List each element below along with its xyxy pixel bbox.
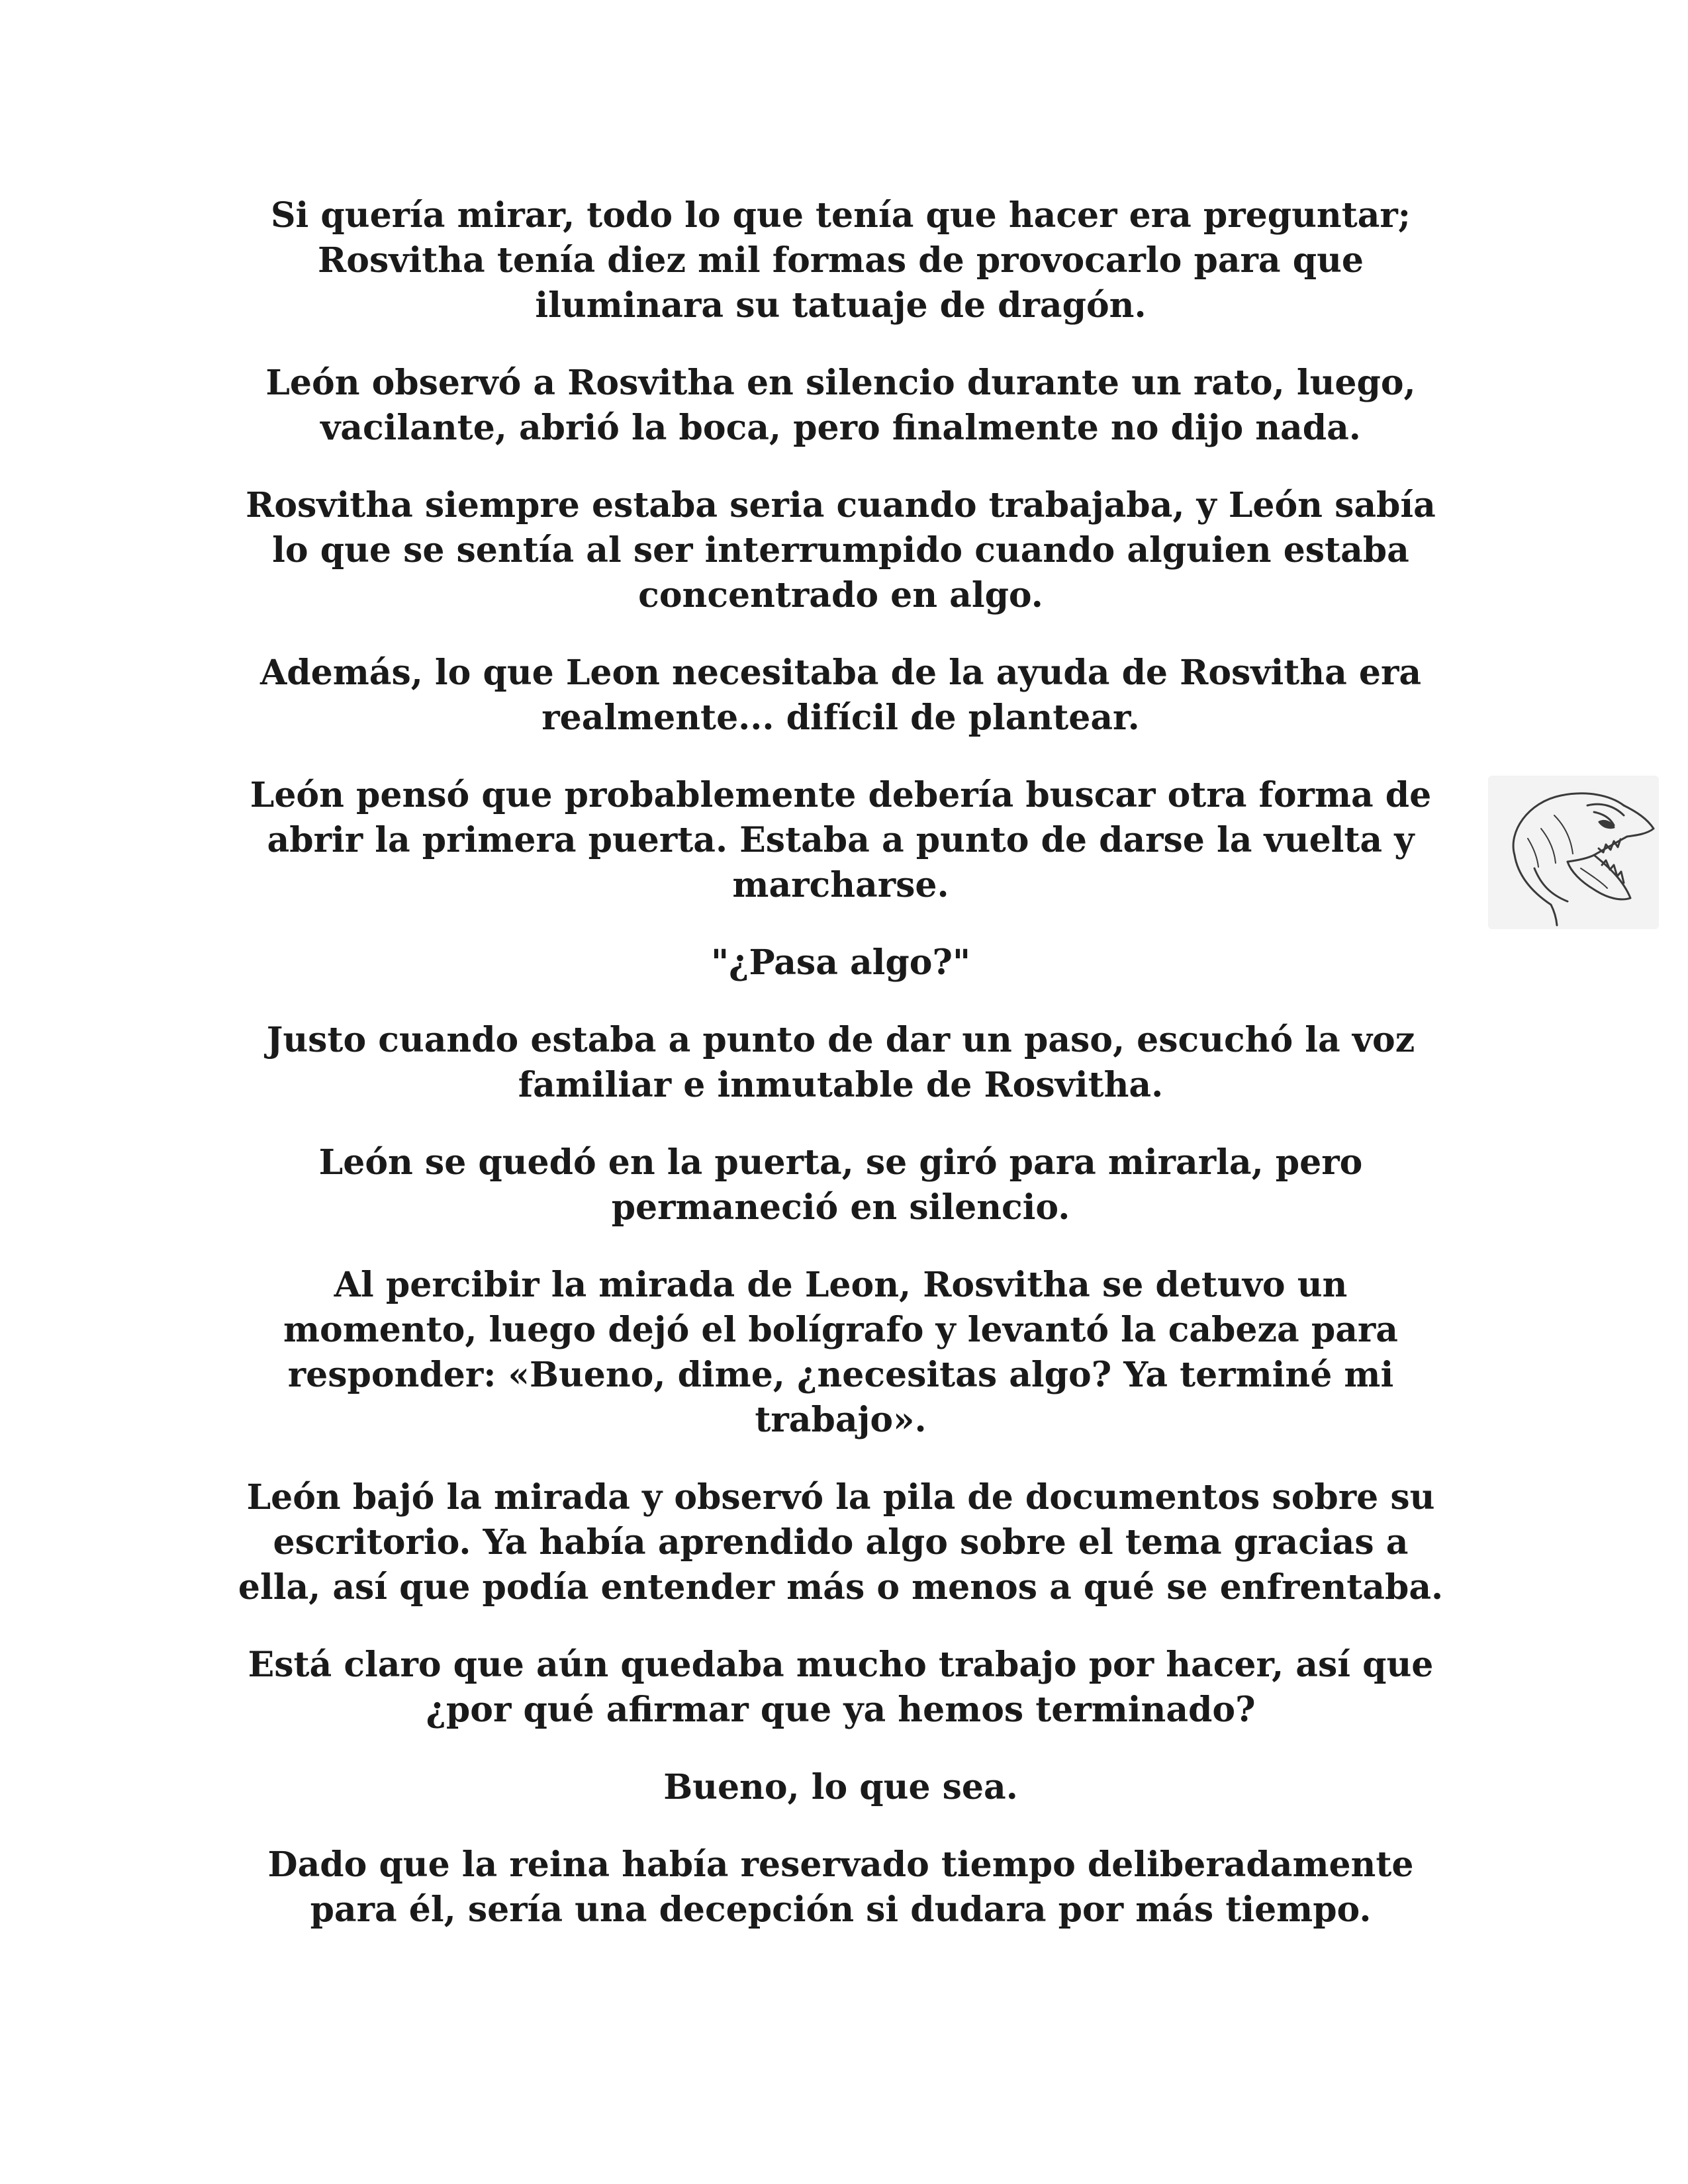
- paragraph: León pensó que probablemente debería buscar otra forma de abrir la primera puerta. Estaba a punto de darse la vuelta y marcharse.: [250, 775, 1432, 905]
- paragraph: León bajó la mirada y observó la pila de documentos sobre su escritorio. Ya había aprendido algo sobre el tema gracias a ella, así que podía entender más o menos a qué se enfrentaba.: [238, 1477, 1444, 1608]
- paragraph: León observó a Rosvitha en silencio durante un rato, luego, vacilante, abrió la boca, pero finalmente no dijo nada.: [265, 363, 1416, 448]
- paragraph: Rosvitha siempre estaba seria cuando trabajaba, y León sabía lo que se sentía al ser interrumpido cuando alguien estaba concentrado en algo.: [246, 485, 1436, 615]
- paragraph: Si quería mirar, todo lo que tenía que hacer era preguntar; Rosvitha tenía diez mil formas de provocarlo para que iluminara su tatuaje de dragón.: [271, 195, 1411, 326]
- paragraph: Justo cuando estaba a punto de dar un paso, escuchó la voz familiar e inmutable de Rosvitha.: [266, 1020, 1415, 1105]
- paragraph: Bueno, lo que sea.: [663, 1767, 1018, 1807]
- text-column: [235, 193, 1446, 1965]
- paragraph: Está claro que aún quedaba mucho trabajo por hacer, así que ¿por qué afirmar que ya hemos terminado?: [248, 1645, 1434, 1730]
- paragraph: "¿Pasa algo?": [710, 942, 971, 983]
- dragon-head-icon: [1488, 776, 1659, 929]
- paragraph: Además, lo que Leon necesitaba de la ayuda de Rosvitha era realmente... difícil de plantear.: [259, 653, 1422, 738]
- paragraph: Dado que la reina había reservado tiempo deliberadamente para él, sería una decepción si dudara por más tiempo.: [267, 1844, 1414, 1930]
- paragraph: León se quedó en la puerta, se giró para mirarla, pero permaneció en silencio.: [318, 1142, 1363, 1228]
- paragraph: Al percibir la mirada de Leon, Rosvitha se detuvo un momento, luego dejó el bolígrafo y levantó la cabeza para responder: «Bueno, dime, ¿necesitas algo? Ya terminé mi trabajo».: [283, 1265, 1398, 1440]
